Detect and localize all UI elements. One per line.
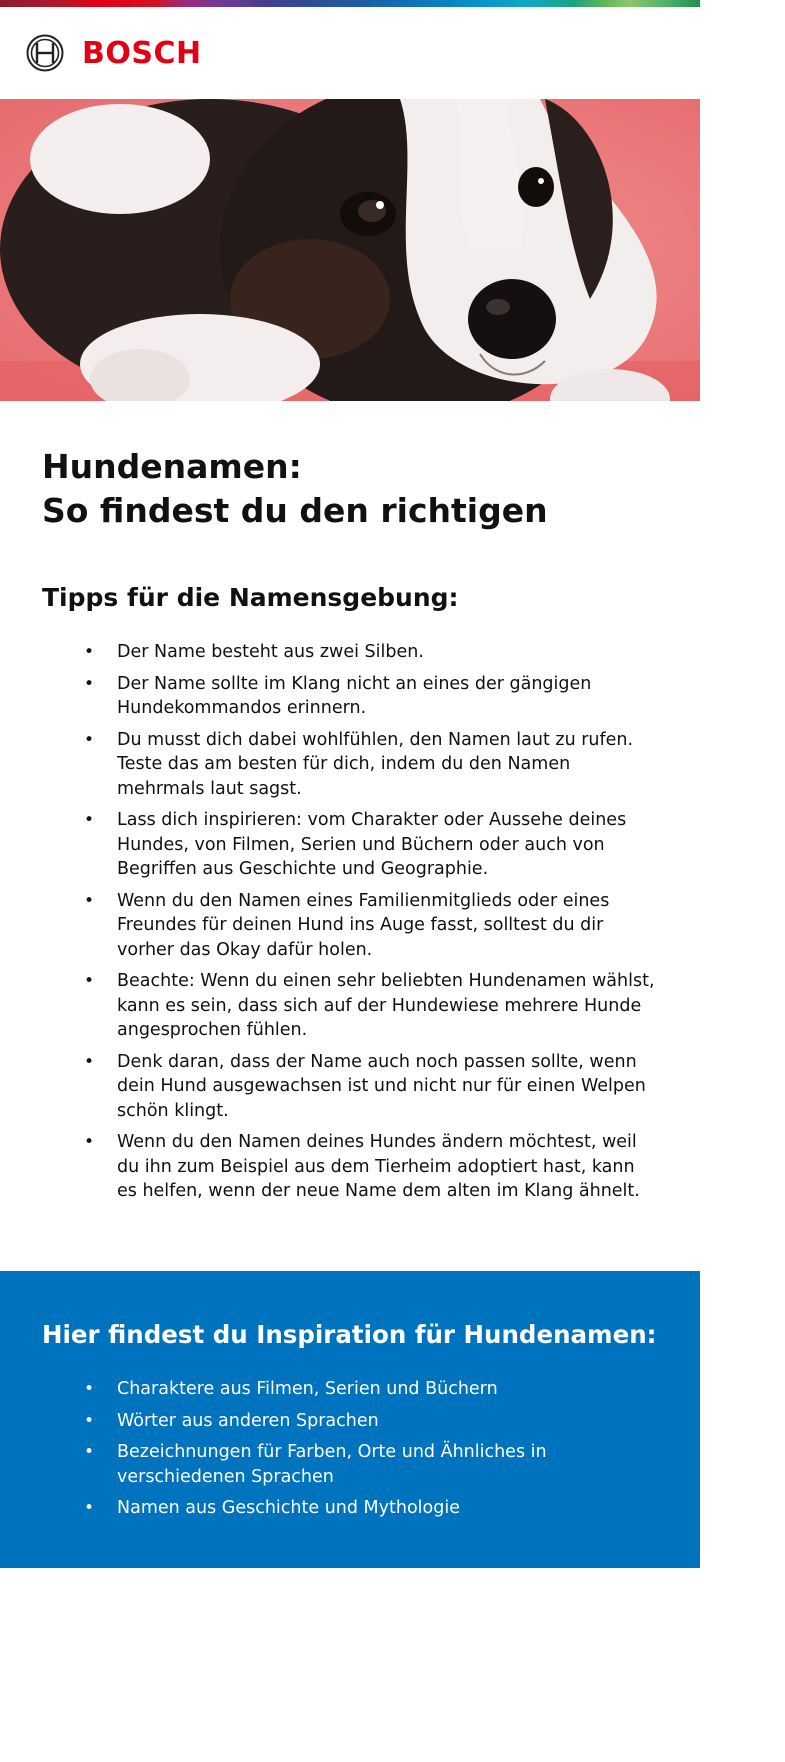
tip-text: Der Name besteht aus zwei Silben. xyxy=(117,642,424,662)
bullet-icon: • xyxy=(84,971,95,991)
list-item xyxy=(75,1440,675,1489)
list-item xyxy=(75,889,658,963)
inspiration-text: Namen aus Geschichte und Mythologie xyxy=(117,1498,460,1518)
list-item xyxy=(75,1377,675,1402)
list-item xyxy=(75,1409,675,1434)
bullet-icon: • xyxy=(84,729,95,750)
brand-color-stripe xyxy=(0,0,700,7)
tips-list xyxy=(42,640,658,1204)
tip-text: Denk daran, dass der Name auch noch passen sollte, wenn dein Hund ausgewachsen ist und nicht nur für einen Welpen schön klingt. xyxy=(117,1051,646,1121)
title-line-2: So findest du den richtigen xyxy=(42,491,548,530)
article xyxy=(0,401,700,1204)
bullet-icon: • xyxy=(84,642,95,662)
bullet-icon: • xyxy=(84,890,95,911)
inspiration-text: Bezeichnungen für Farben, Orte und Ähnliches in verschiedenen Sprachen xyxy=(117,1442,547,1487)
bullet-icon: • xyxy=(84,810,95,830)
bullet-icon: • xyxy=(84,673,95,694)
page-title xyxy=(42,445,658,533)
bullet-icon: • xyxy=(84,1410,95,1431)
list-item xyxy=(75,1050,658,1124)
tips-heading: Tipps für die Namensgebung: xyxy=(42,583,459,612)
list-item xyxy=(75,640,658,665)
tip-text: Beachte: Wenn du einen sehr beliebten Hundenamen wählst, kann es sein, dass sich auf der Hundewiese mehrere Hunde angesprochen fühlen. xyxy=(117,971,655,1040)
inspiration-text: Wörter aus anderen Sprachen xyxy=(117,1410,379,1431)
list-item xyxy=(75,969,658,1043)
bosch-armature-icon[interactable] xyxy=(26,34,64,72)
list-item xyxy=(75,1496,675,1521)
inspiration-heading: Hier findest du Inspiration für Hundenamen: xyxy=(42,1320,657,1349)
bullet-icon: • xyxy=(84,1051,95,1072)
inspiration-section xyxy=(0,1271,700,1568)
title-line-1: Hundenamen: xyxy=(42,447,302,486)
bullet-icon: • xyxy=(84,1379,95,1399)
header xyxy=(0,7,700,99)
bullet-icon: • xyxy=(84,1442,95,1462)
tip-text: Du musst dich dabei wohlfühlen, den Namen laut zu rufen. Teste das am besten für dich, indem du den Namen mehrmals laut sagst. xyxy=(117,729,634,799)
tip-text: Lass dich inspirieren: vom Charakter oder Aussehe deines Hundes, von Filmen, Serien und Büchern oder auch von Begriffen aus Geschichte und Geographie. xyxy=(117,810,627,879)
puppy-illustration xyxy=(0,99,700,401)
tip-text: Der Name sollte im Klang nicht an eines der gängigen Hundekommandos erinnern. xyxy=(117,673,592,718)
inspiration-list xyxy=(42,1377,675,1528)
hero-puppy-photo xyxy=(0,99,700,401)
list-item xyxy=(75,728,658,802)
tip-text: Wenn du den Namen deines Hundes ändern möchtest, weil du ihn zum Beispiel aus dem Tierheim adoptiert hast, kann es helfen, wenn der neue Name dem alten im Klang ähnelt. xyxy=(117,1132,640,1201)
bullet-icon: • xyxy=(84,1132,95,1152)
brand-logo-text[interactable]: BOSCH xyxy=(82,35,202,71)
list-item xyxy=(75,1130,658,1204)
tip-text: Wenn du den Namen eines Familienmitglieds oder eines Freundes für deinen Hund ins Auge fasst, solltest du dir vorher das Okay dafür holen. xyxy=(117,890,610,960)
inspiration-text: Charaktere aus Filmen, Serien und Büchern xyxy=(117,1379,498,1399)
list-item xyxy=(75,672,658,721)
bullet-icon: • xyxy=(84,1498,95,1518)
list-item xyxy=(75,808,658,882)
